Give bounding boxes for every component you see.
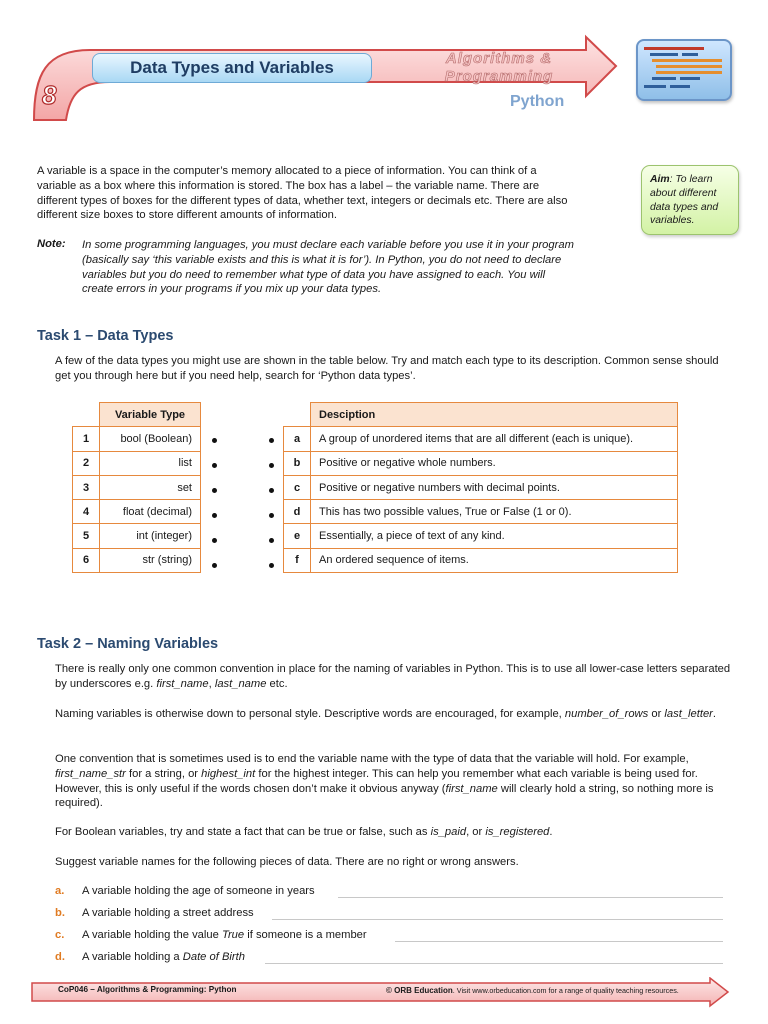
match-dot-right[interactable] bbox=[269, 438, 274, 443]
type-number: 2 bbox=[73, 451, 100, 475]
answer-line[interactable] bbox=[338, 897, 723, 898]
type-number: 4 bbox=[73, 500, 100, 524]
match-dot-left[interactable] bbox=[212, 513, 217, 518]
type-number: 6 bbox=[73, 548, 100, 572]
table-row bbox=[73, 548, 201, 572]
description-letter: d bbox=[284, 500, 311, 524]
footer-copyright: © ORB Education. Visit www.orbeducation.com for a range of quality teaching resources. bbox=[386, 986, 679, 995]
unit-number: 8 bbox=[42, 80, 57, 110]
match-dot-left[interactable] bbox=[212, 563, 217, 568]
match-dot-left[interactable] bbox=[212, 463, 217, 468]
note-label: Note: bbox=[37, 238, 66, 250]
match-dot-left[interactable] bbox=[212, 438, 217, 443]
type-name: float (decimal) bbox=[100, 500, 201, 524]
table-row bbox=[73, 427, 201, 451]
answer-line[interactable] bbox=[395, 941, 723, 942]
variable-type-header: Variable Type bbox=[100, 403, 201, 427]
question-letter: c. bbox=[55, 929, 65, 941]
description-text: Positive or negative whole numbers. bbox=[311, 451, 678, 475]
description-text: This has two possible values, True or False (1 or 0). bbox=[311, 500, 678, 524]
type-name: set bbox=[100, 475, 201, 499]
description-letter: a bbox=[284, 427, 311, 451]
question-text: A variable holding the value True if someone is a member bbox=[82, 929, 367, 941]
table-row bbox=[73, 524, 201, 548]
aim-text: : To learn about different data types and variables. bbox=[650, 174, 719, 227]
descriptions-table bbox=[283, 402, 678, 573]
table-row bbox=[284, 524, 678, 548]
type-number: 3 bbox=[73, 475, 100, 499]
question-letter: d. bbox=[55, 951, 65, 963]
task1-heading: Task 1 – Data Types bbox=[37, 328, 174, 344]
aim-label: Aim bbox=[650, 174, 670, 185]
question-letter: a. bbox=[55, 885, 65, 897]
type-name: list bbox=[100, 451, 201, 475]
description-letter: b bbox=[284, 451, 311, 475]
page-title: Data Types and Variables bbox=[92, 53, 372, 83]
match-dot-left[interactable] bbox=[212, 488, 217, 493]
task2-paragraph-1: There is really only one common convention in place for the naming of variables in Python. This is to use all lower-case letters separated by underscores e.g. first_name, last_name etc. bbox=[55, 663, 731, 690]
description-letter: f bbox=[284, 548, 311, 572]
table-row bbox=[284, 427, 678, 451]
footer-course-code: CoP046 – Algorithms & Programming: Python bbox=[58, 985, 237, 994]
description-text: A group of unordered items that are all different (each is unique). bbox=[311, 427, 678, 451]
type-name: str (string) bbox=[100, 548, 201, 572]
aim-callout bbox=[641, 165, 739, 235]
answer-line[interactable] bbox=[272, 919, 723, 920]
description-letter: e bbox=[284, 524, 311, 548]
task2-paragraph-4: For Boolean variables, try and state a fact that can be true or false, such as is_paid, or is_registered. bbox=[55, 826, 553, 838]
match-dot-right[interactable] bbox=[269, 563, 274, 568]
task2-heading: Task 2 – Naming Variables bbox=[37, 636, 219, 652]
description-text: Positive or negative numbers with decimal points. bbox=[311, 475, 678, 499]
match-dot-right[interactable] bbox=[269, 463, 274, 468]
language-label: Python bbox=[510, 93, 565, 110]
intro-paragraph: A variable is a space in the computer’s memory allocated to a piece of information. You can think of a variable as a box where this information is stored. The box has a label – the variable name. There are different types of boxes for the different types of data, whether text, integers or decimals etc. There are also different size boxes to store different amounts of information. bbox=[37, 165, 568, 222]
task2-paragraph-3: One convention that is sometimes used is to end the variable name with the type of data that the variable will hold. For example, first_name_str for a string, or highest_int for the highest integer. This can help you remember what each variable is being used for. However, this is only useful if the words chosen don’t make it obvious anyway (first_name will clearly hold a string, so nothing more is required). bbox=[55, 753, 714, 810]
task2-paragraph-2: Naming variables is otherwise down to personal style. Descriptive words are encouraged, for example, number_of_rows or last_letter. bbox=[55, 708, 717, 720]
task1-instructions: A few of the data types you might use are shown in the table below. Try and match each type to its description. Common sense should get you through here but if you need help, search for ‘Python data types’. bbox=[55, 355, 719, 382]
type-name: int (integer) bbox=[100, 524, 201, 548]
match-dot-left[interactable] bbox=[212, 538, 217, 543]
question-text: A variable holding the age of someone in years bbox=[82, 885, 315, 897]
description-text: Essentially, a piece of text of any kind. bbox=[311, 524, 678, 548]
table-row bbox=[284, 500, 678, 524]
code-listing-icon bbox=[636, 39, 732, 101]
table-row bbox=[73, 451, 201, 475]
type-number: 1 bbox=[73, 427, 100, 451]
table-row bbox=[73, 475, 201, 499]
table-row bbox=[73, 500, 201, 524]
match-dot-right[interactable] bbox=[269, 488, 274, 493]
question-text: A variable holding a street address bbox=[82, 907, 254, 919]
table-row bbox=[284, 548, 678, 572]
series-title-line2: Programming bbox=[444, 68, 554, 85]
table-row bbox=[284, 451, 678, 475]
question-letter: b. bbox=[55, 907, 65, 919]
series-title-line1: Algorithms & bbox=[445, 50, 553, 67]
note-text: In some programming languages, you must declare each variable before you use it in your program (basically say ‘this variable exists and this is what it is for’). In Python, you do not need to declare variables but you do need to remember what type of data you have assigned to each. You will create errors in your programs if you mix up your data types. bbox=[82, 239, 574, 296]
variable-types-table bbox=[72, 402, 201, 573]
match-dot-right[interactable] bbox=[269, 538, 274, 543]
description-letter: c bbox=[284, 475, 311, 499]
description-text: An ordered sequence of items. bbox=[311, 548, 678, 572]
match-dot-right[interactable] bbox=[269, 513, 274, 518]
answer-line[interactable] bbox=[265, 963, 723, 964]
type-name: bool (Boolean) bbox=[100, 427, 201, 451]
question-text: A variable holding a Date of Birth bbox=[82, 951, 245, 963]
table-row bbox=[284, 475, 678, 499]
description-header: Desciption bbox=[311, 403, 678, 427]
task2-paragraph-5: Suggest variable names for the following pieces of data. There are no right or wrong answers. bbox=[55, 856, 519, 868]
type-number: 5 bbox=[73, 524, 100, 548]
